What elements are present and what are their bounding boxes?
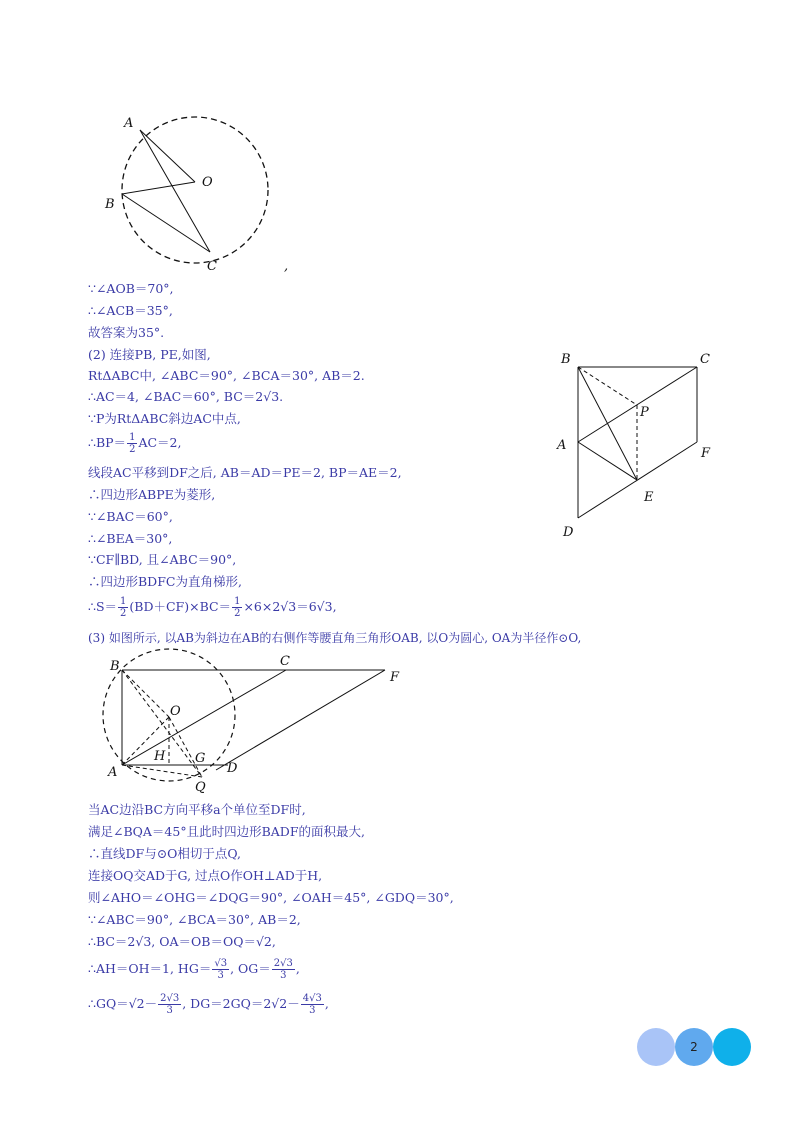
text-line-18: 连接OQ交AD于G, 过点O作OH⊥AD于H, [88, 868, 323, 883]
text-line-5: RtΔABC中, ∠ABC＝90°, ∠BCA＝30°, AB＝2. [88, 368, 365, 383]
numerator: √3 [214, 958, 228, 969]
label-d: D [227, 761, 238, 776]
numerator: 2√3 [273, 958, 293, 969]
formula-ah-end: , [295, 961, 300, 976]
decor-circle-right [713, 1028, 751, 1066]
fraction-2root3-over-3 [158, 993, 181, 1016]
formula-gq-end: , [324, 996, 329, 1011]
formula-bp-start: ∴BP＝ [88, 435, 127, 450]
numerator: 1 [129, 432, 136, 443]
label-f: F [390, 670, 400, 685]
segment-ac [140, 130, 210, 252]
label-o: O [170, 704, 181, 719]
fraction-root3-over-3 [212, 958, 229, 981]
formula-bp [88, 430, 181, 456]
label-e: E [644, 490, 654, 505]
label-b: B [110, 659, 120, 674]
segment-oq [169, 717, 202, 777]
denominator: 3 [309, 1005, 316, 1016]
formula-s-mid: (BD＋CF)×BC＝ [129, 599, 232, 614]
denominator: 3 [280, 970, 287, 981]
label-o: O [202, 175, 213, 190]
label-p: P [640, 405, 649, 420]
figure-trapezoid-bdfc [548, 345, 728, 545]
text-line-12: ∵CF∥BD, 且∠ABC＝90°, [88, 552, 237, 567]
text-line-2: ∴∠ACB＝35°, [88, 303, 173, 318]
segment-bo [122, 670, 169, 717]
numerator: 1 [234, 596, 241, 607]
label-g: G [195, 751, 206, 766]
numerator: 2√3 [160, 993, 180, 1004]
fraction-4root3-over-3 [301, 993, 324, 1016]
formula-gq-start: ∴GQ＝√2－ [88, 996, 158, 1011]
trailing-comma: , [284, 259, 289, 274]
denominator: 3 [166, 1005, 173, 1016]
fraction-half [127, 432, 137, 455]
denominator: 2 [120, 608, 127, 619]
text-line-19: 则∠AHO＝∠OHG＝∠DQG＝90°, ∠OAH＝45°, ∠GDQ＝30°, [88, 890, 454, 905]
text-line-1: ∵∠AOB＝70°, [88, 281, 174, 296]
segment-ae [578, 442, 637, 480]
decor-circle-left [637, 1028, 675, 1066]
segment-be [578, 367, 637, 480]
label-a: A [557, 438, 567, 453]
text-line-21: ∴BC＝2√3, OA＝OB＝OQ＝√2, [88, 934, 276, 949]
label-c: C [207, 259, 217, 274]
formula-s [88, 594, 337, 620]
text-line-20: ∵∠ABC＝90°, ∠BCA＝30°, AB＝2, [88, 912, 301, 927]
label-f: F [701, 446, 711, 461]
text-line-14: (3) 如图所示, 以AB为斜边在AB的右侧作等腰直角三角形OAB, 以O为圆心, OA为半径作⊙O, [88, 631, 582, 645]
page-number: 2 [690, 1040, 698, 1054]
formula-ah-mid: , OG＝ [230, 961, 271, 976]
text-line-3: 故答案为35°. [88, 325, 165, 340]
label-d: D [563, 525, 574, 540]
label-b: B [561, 352, 571, 367]
denominator: 2 [234, 608, 241, 619]
fraction-half-1 [118, 596, 128, 619]
text-line-10: ∵∠BAC＝60°, [88, 509, 173, 524]
text-line-4: (2) 连接PB, PE,如图, [88, 347, 211, 362]
formula-gq [88, 990, 329, 1018]
text-line-11: ∴∠BEA＝30°, [88, 531, 173, 546]
formula-s-end: ×6×2√3＝6√3, [243, 599, 337, 614]
denominator: 2 [129, 444, 136, 455]
numerator: 4√3 [302, 993, 322, 1004]
figure-circle-aob [100, 110, 300, 275]
formula-ah [88, 955, 300, 983]
segment-aq [122, 765, 202, 777]
fraction-2root3-over-3 [272, 958, 295, 981]
formula-gq-mid: , DG＝2GQ＝2√2－ [182, 996, 300, 1011]
formula-ah-start: ∴AH＝OH＝1, HG＝ [88, 961, 212, 976]
figure-tangent-circle [100, 650, 420, 795]
label-h: H [154, 749, 166, 764]
label-b: B [105, 197, 115, 212]
fraction-half-2 [232, 596, 242, 619]
segment-bc [122, 194, 210, 252]
segment-ao [140, 130, 195, 182]
segment-bp [578, 367, 637, 405]
numerator: 1 [120, 596, 127, 607]
label-q: Q [195, 780, 206, 795]
formula-bp-end: AC＝2, [138, 435, 182, 450]
text-line-16: 满足∠BQA＝45°且此时四边形BADF的面积最大, [88, 824, 365, 839]
formula-s-start: ∴S＝ [88, 599, 118, 614]
text-line-15: 当AC边沿BC方向平移a个单位至DF时, [88, 802, 306, 817]
text-line-17: ∴直线DF与⊙O相切于点Q, [88, 846, 242, 861]
segment-df [216, 670, 385, 770]
text-line-7: ∵P为RtΔABC斜边AC中点, [88, 411, 241, 426]
denominator: 3 [217, 970, 224, 981]
text-line-9: ∴四边形ABPE为菱形, [88, 487, 216, 502]
text-line-8: 线段AC平移到DF之后, AB＝AD＝PE＝2, BP＝AE＝2, [88, 465, 402, 480]
label-c: C [700, 352, 710, 367]
segment-bo [122, 182, 195, 194]
label-c: C [280, 654, 290, 669]
label-a: A [124, 116, 134, 131]
label-a: A [108, 765, 118, 780]
text-line-13: ∴四边形BDFC为直角梯形, [88, 574, 242, 589]
text-line-6: ∴AC＝4, ∠BAC＝60°, BC＝2√3. [88, 389, 284, 404]
